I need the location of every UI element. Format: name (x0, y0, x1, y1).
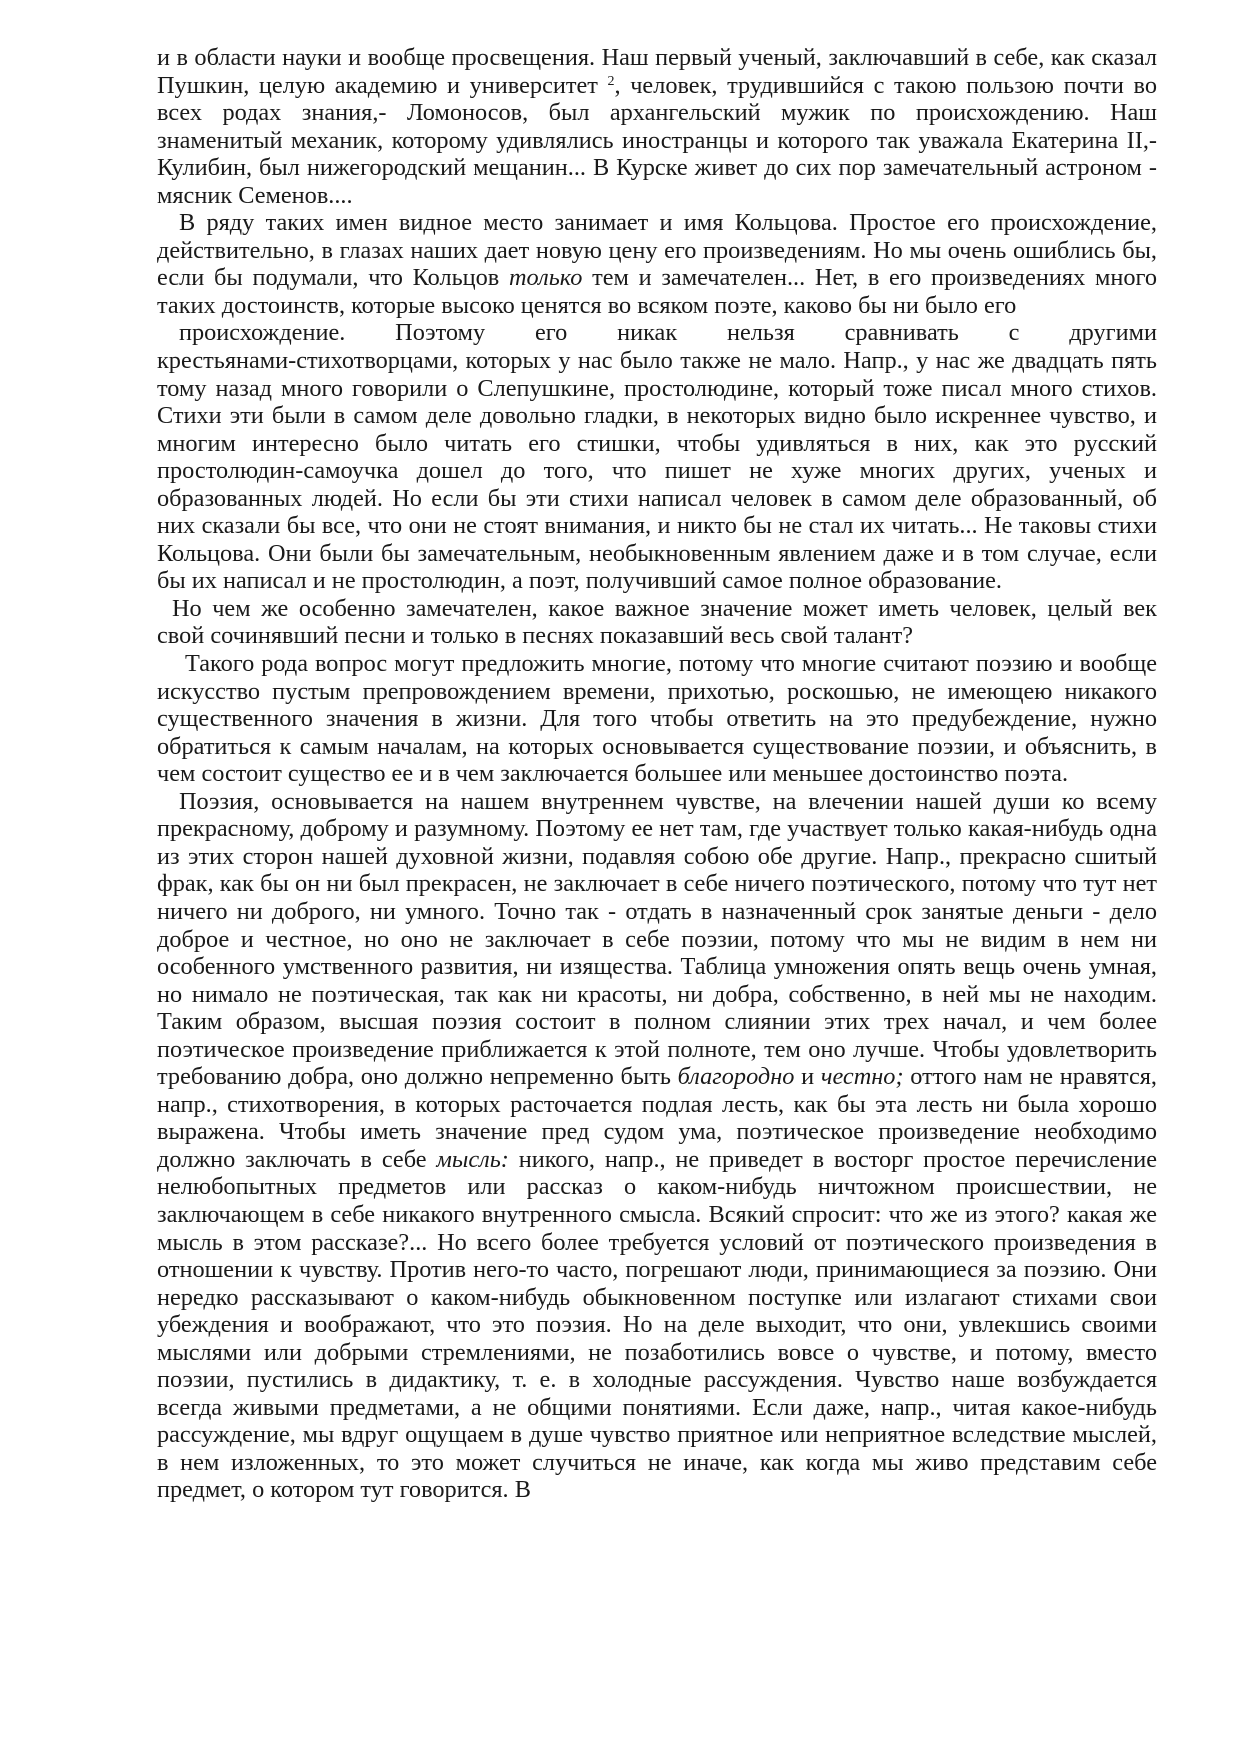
paragraph-1 (157, 44, 1157, 209)
paragraph-5-emphasis-2: честно; (820, 1063, 904, 1091)
paragraph-2 (157, 209, 1157, 595)
document-page (157, 44, 1157, 1504)
paragraph-5-text-a: Поэзия, основывается на нашем внутреннем чувстве, на влечении нашей души ко всему прекрасному, доброму и разумному. Поэтому ее нет там, где участвует только какая-нибудь одна из этих сторон нашей духовной жизни, подавляя собою обе другие. Напр., прекрасно сшитый фрак, как бы он ни был прекрасен, не заключает в себе ничего поэтического, потому что тут нет ничего ни доброго, ни умного. Точно так - отдать в назначенный срок занятые деньги - дело доброе и честное, но оно не заключает в себе поэзии, потому что мы не видим в нем ни особенного умственного развития, ни изящества. Таблица умножения опять вещь очень умная, но нимало не поэтическая, так как ни красоты, ни добра, собственно, в ней мы не находим. Таким образом, высшая поэзия состоит в полном слиянии этих трех начал, и чем более поэтическое произведение приближается к этой полноте, тем оно лучше. Чтобы удовлетворить требованию добра, оно должно непременно быть (157, 787, 1157, 1091)
paragraph-2-text-a: В ряду таких имен видное место занимает и имя Кольцова. Простое его происхождение, действительно, в глазах наших дает новую цену его произведениям. Но мы очень ошиблись бы, если бы подумали, что Кольцов (157, 209, 1157, 292)
paragraph-5-conjunction: и (794, 1063, 821, 1091)
footnote-marker: 2 (607, 73, 615, 89)
paragraph-1-text-b: , человек, трудившийся с такою пользою почти во всех родах знания,- Ломоносов, был архангельский мужик по происхождению. Наш знаменитый механик, которому удивлялись иностранцы и которого так уважала Екатерина II,- Кулибин, был нижегородский мещанин... В Курске живет до сих пор замечательный астроном - мясник Семенов.... (157, 71, 1157, 209)
paragraph-2-text-c: крестьянами-стихотворцами, которых у нас было также не мало. Напр., у нас же двадцать пять тому назад много говорили о Слепушкине, простолюдине, который тоже писал много стихов. Стихи эти были в самом деле довольно гладки, в некоторых видно было искреннее чувство, и многим интересно было читать его стишки, чтобы удивляться в них, как это русский простолюдин-самоучка дошел до того, что пишет не хуже многих других, ученых и образованных людей. Но если бы эти стихи написал человек в самом деле образованный, об них сказали бы все, что они не стоят внимания, и никто бы не стал их читать... Не таковы стихи Кольцова. Они были бы замечательным, необыкновенным явлением даже и в том случае, если бы их написал и не простолюдин, а поэт, получивший самое полное образование. (157, 347, 1157, 595)
paragraph-5 (157, 788, 1157, 1504)
paragraph-5-text-c: никого, напр., не приведет в восторг простое перечисление нелюбопытных предметов или рассказ о каком-нибудь ничтожном происшествии, не заключающем в себе никакого внутренного смысла. Всякий спросит: что же из этого? какая же мысль в этом рассказе?... Но всего более требуется условий от поэтического произведения в отношении к чувству. Против него-то часто, погрешают люди, принимающиеся за поэзию. Они нередко рассказывают о каком-нибудь обыкновенном поступке или излагают стихами свои убеждения и воображают, что это поэзия. Но на деле выходит, что они, увлекшись своими мыслями или добрыми стремлениями, не позаботились вовсе о чувстве, и потому, вместо поэзии, пустились в дидактику, т. е. в холодные рассуждения. Чувство наше возбуждается всегда живыми предметами, а не общими понятиями. Если даже, напр., читая какое-нибудь рассуждение, мы вдруг ощущаем в душе чувство приятное или неприятное вследствие мыслей, в нем изложенных, то это может случиться не иначе, как когда мы живо представим себе предмет, о котором тут говорится. В (157, 1145, 1157, 1504)
paragraph-2-justified-line: происхождение. Поэтому его никак нельзя сравнивать с другими (179, 319, 1157, 347)
paragraph-1-text-a: и в области науки и вообще просвещения. Наш первый ученый, заключавший в себе, как сказал Пушкин, целую академию и университет (157, 44, 1157, 99)
paragraph-3: Но чем же особенно замечателен, какое важное значение может иметь человек, целый век свой сочинявший песни и только в песнях показавший весь свой талант? (157, 594, 1157, 650)
paragraph-2-text-b: тем и замечателен... Нет, в его произведениях много таких достоинств, которые высоко ценятся во всяком поэте, каково бы ни было его (157, 264, 1157, 319)
paragraph-2-emphasis: только (509, 264, 583, 292)
paragraph-5-text-b: оттого нам не нравятся, напр., стихотворения, в которых расточается подлая лесть, как бы эта лесть ни была хорошо выражена. Чтобы иметь значение пред судом ума, поэтическое произведение необходимо должно заключать в себе (157, 1063, 1157, 1173)
paragraph-5-emphasis-1: благородно (677, 1063, 795, 1091)
paragraph-4: Такого рода вопрос могут предложить многие, потому что многие считают поэзию и вообще искусство пустым препровождением времени, прихотью, роскошью, не имеющею никакого существенного значения в жизни. Для того чтобы ответить на это предубеждение, нужно обратиться к самым началам, на которых основывается существование поэзии, и объяснить, в чем состоит существо ее и в чем заключается большее или меньшее достоинство поэта. (157, 650, 1157, 788)
paragraph-5-emphasis-3: мысль: (436, 1145, 509, 1173)
